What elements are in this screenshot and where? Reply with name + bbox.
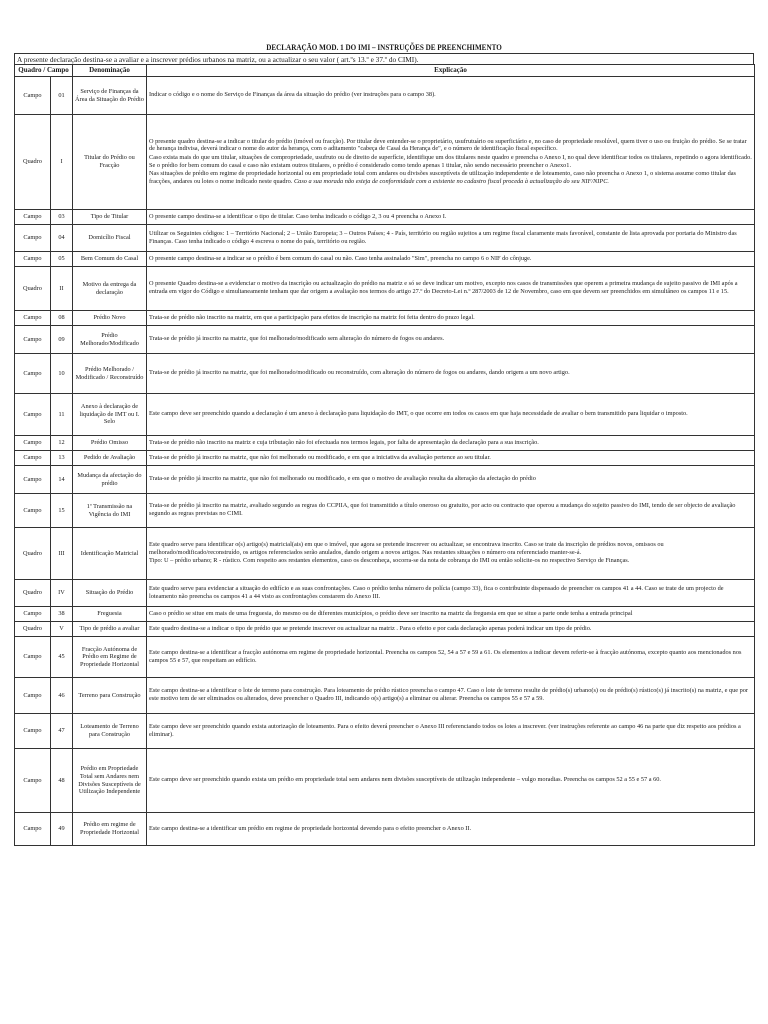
explanation-paragraph: Trata-se de prédio não inscrito na matriz, em que a participação para efeitos de inscrição na matriz foi feita dentro do prazo legal. [149,313,475,321]
row-number: 01 [51,77,73,115]
row-denomination: Prédio Melhorado/Modificado [73,326,147,354]
explanation-paragraph: Trata-se de prédio não inscrito na matriz e cuja tributação não foi efectuada nos termos legais, por falta de apresentação da declaração para a sua inscrição. [149,438,539,446]
row-explanation [147,466,755,494]
explanation-paragraph: Trata-se de prédio já inscrito na matriz, que foi melhorado/modificado sem alteração do número de fogos ou andares. [149,335,445,343]
row-denomination: Prédio em regime de Propriedade Horizontal [73,813,147,846]
row-type: Campo [15,637,51,678]
table-row [15,77,755,115]
explanation-paragraph: Este quadro serve para identificar o(s) artigo(s) matricial(ais) em que o imóvel, que agora se pretende inscrever ou actualizar, se encontrava inscrito. Caso se trate da inscrição de prédios novos, omissos ou melhorado/modificado/reconstruído, os artigos referenciados serão anulados, dando origem a novos artigos. Nas restantes situações o número ora referenciado manter-se-á. [149,541,664,556]
row-explanation [147,528,755,580]
row-type: Campo [15,678,51,714]
explanation-paragraph: Trata-se de prédio já inscrito na matriz, avaliado segundo as regras do CCPIIA, que foi transmitido a título oneroso ou gratuito, por acto ou contracto que operou a mudança do sujeito passivo do IMI, tendo de ser objecto de avaliação segundo as regras previstas no CIMI. [149,502,736,517]
row-denomination: Loteamento de Terreno para Construção [73,714,147,749]
header-denominacao: Denominação [73,65,147,77]
explanation-paragraph [149,170,752,185]
table-row [15,466,755,494]
row-type: Campo [15,225,51,252]
explanation-paragraph: Utilizar os Seguintes códigos: 1 – Território Nacional; 2 – União Europeia; 3 – Outros Países; 4 - País, território ou região sujeitos a um regime fiscal claramente mais favorável, constante de lista aprovada por portaria do Ministro das Finanças. Caso tenha indicado o código 4 escreva o nome do país, território ou região. [149,229,737,245]
row-type: Campo [15,77,51,115]
row-number: 14 [51,466,73,494]
row-denomination: Titular do Prédio ou Fracção [73,115,147,210]
table-row [15,394,755,436]
table-row [15,436,755,451]
row-explanation [147,637,755,678]
row-type: Campo [15,311,51,326]
row-denomination: Bem Comum do Casal [73,252,147,267]
row-number: 03 [51,210,73,225]
row-number: 38 [51,607,73,622]
table-row [15,115,755,210]
row-number: 12 [51,436,73,451]
row-explanation [147,252,755,267]
explanation-paragraph: Este campo destina-se a identificar o lote de terreno para construção. Para loteamento de prédio rústico preencha o campo 47. Caso o lote de terreno resulte de prédio(s) urbano(s) ou de prédio(s) rústico(s) já inscrito(s) na matriz, e que por este motivo tem de ser eliminados ou alterados, deve preencher o Quadro III, indicando o(s) artigo(s) a eliminar ou alterar. Preencha os campos 55 e 57 a 59. [149,687,749,702]
row-type: Campo [15,394,51,436]
row-number: 45 [51,637,73,678]
row-explanation [147,749,755,813]
row-denomination: Prédio Omisso [73,436,147,451]
row-type: Campo [15,607,51,622]
explanation-paragraph: Tipo: U – prédio urbano; R - rústico. Com respeito aos restantes elementos, caso os desconheça, socorra-se da nota de cobrança do IMI ou então solicite-os no respectivo Serviço de Finanças. [149,557,630,565]
row-explanation [147,714,755,749]
row-number: 08 [51,311,73,326]
explanation-paragraph: Este quadro destina-se a indicar o tipo de prédio que se pretende inscrever ou actualizar na matriz . Para o efeito e por cada declaração apenas poderá indicar um tipo de prédio. [149,624,592,632]
row-number: IV [51,580,73,607]
page-title: DECLARAÇÃO MOD. 1 DO IMI – INSTRUÇÕES DE PREENCHIMENTO [266,43,502,52]
row-denomination: Terreno para Construção [73,678,147,714]
row-type: Campo [15,494,51,528]
explanation-text: Nas situações de prédio em regime de propriedade horizontal ou em propriedade total com andares ou divisões susceptíveis de utilização independente e de loteamento, caso não preencha o Anexo 1, o sistema assume como titular das fracções, andares ou lotes o nome indicado neste quadro. [149,170,736,185]
row-explanation [147,678,755,714]
explanation-paragraph: Trata-se de prédio já inscrito na matriz, que foi melhorado/modificado ou reconstruído, com alteração do número de fogos ou andares, dando origem a um novo artigo. [149,369,570,377]
table-row [15,494,755,528]
row-denomination: Prédio Melhorado / Modificado / Reconstruído [73,354,147,394]
document-page [14,42,754,846]
row-number: 46 [51,678,73,714]
table-row [15,528,755,580]
row-type: Quadro [15,622,51,637]
row-type: Campo [15,354,51,394]
row-number: 49 [51,813,73,846]
row-denomination: Domicílio Fiscal [73,225,147,252]
table-row [15,354,755,394]
row-number: 13 [51,451,73,466]
table-row [15,678,755,714]
explanation-paragraph: Este campo deve ser preenchido quando exista autorização de loteamento. Para o efeito deverá preencher o Anexo III referenciando todos os lotes a inscrever. (ver instruções referente ao campo 46 na parte que diz respeito aos prédios a eliminar). [149,722,741,738]
row-denomination: Anexo à declaração de liquidação de IMT ou I. Selo [73,394,147,436]
row-explanation [147,311,755,326]
explanation-paragraph: Caso o prédio se situe em mais de uma freguesia, do mesmo ou de diferentes municípios, o prédio deve ser inscrito na matriz da freguesia em que se situe a parte onde tenha a entrada principal [149,609,633,617]
instructions-table [14,64,755,846]
row-number: 09 [51,326,73,354]
row-type: Campo [15,714,51,749]
row-denomination: Motivo da entrega da declaração [73,267,147,311]
row-type: Campo [15,210,51,225]
row-denomination: 1ª Transmissão na Vigência do IMI [73,494,147,528]
row-explanation [147,622,755,637]
row-explanation [147,607,755,622]
row-denomination: Prédio Novo [73,311,147,326]
explanation-paragraph: Caso exista mais do que um titular, situações de compropriedade, usufruto ou de direito de superfície, identifique um dos titulares neste quadro e preencha o Anexo I, no qual deve identificar todos os titulares, repetindo o agora identificado. Se o prédio for bem comum do casal e caso não existam outros titulares, o prédio é considerado como tendo apenas 1 titular, não sendo necessário preencher o Anexo1. [149,153,752,169]
row-denomination: Fracção Autónoma de Prédio em Regime de Propriedade Horizontal [73,637,147,678]
row-number: III [51,528,73,580]
row-explanation [147,436,755,451]
row-denomination: Identificação Matricial [73,528,147,580]
header-quadro-campo: Quadro / Campo [15,65,73,77]
table-row [15,637,755,678]
row-explanation [147,354,755,394]
row-type: Quadro [15,528,51,580]
row-denomination: Freguesia [73,607,147,622]
row-number: 15 [51,494,73,528]
table-row [15,311,755,326]
row-type: Campo [15,436,51,451]
row-type: Quadro [15,580,51,607]
row-denomination: Pedido de Avaliação [73,451,147,466]
table-row [15,451,755,466]
explanation-paragraph: Trata-se de prédio já inscrito na matriz, que não foi melhorado ou modificado, e em que o motivo de avaliação resulta da alteração da afectação do prédio [149,475,536,483]
row-type: Campo [15,451,51,466]
table-row [15,225,755,252]
row-number: 04 [51,225,73,252]
table-row [15,326,755,354]
row-denomination: Tipo de Titular [73,210,147,225]
row-type: Campo [15,749,51,813]
row-type: Quadro [15,267,51,311]
row-type: Campo [15,466,51,494]
explanation-paragraph: O presente Quadro destina-se a evidenciar o motivo da inscrição ou actualização do prédio na matriz e só se deve indicar um motivo, excepto nos casos de transmissões que operem a primeira mudança de sujeito passivo de IMI após a entrada em vigor do Código e simultaneamente tenham que dar origem a avaliação nos termos do artigo 27.º do Decreto-Lei n.º 287/2003 de 12 de Novembro, caso em que devem ser preenchidos em simultâneo os campos 11 e 15. [149,280,738,295]
row-number: 10 [51,354,73,394]
table-row [15,252,755,267]
explanation-paragraph: Trata-se de prédio já inscrito na matriz, que não foi melhorado ou modificado, e em que a iniciativa da avaliação pertence ao seu titular. [149,453,491,461]
row-number: I [51,115,73,210]
explanation-paragraph: Este campo destina-se a identificar um prédio em regime de propriedade horizontal devendo para o efeito preencher o Anexo II. [149,824,472,832]
table-header-row [15,65,755,77]
row-explanation [147,326,755,354]
explanation-paragraph: Este campo deve ser preenchido quando a declaração é um anexo à declaração para liquidação do IMT, o que ocorre em todos os casos em que haja necessidade de avaliar o bem transmitido para liquidar o imposto. [149,410,688,418]
table-row [15,813,755,846]
explanation-paragraph: O presente quadro destina-se a indicar o titular do prédio (imóvel ou fracção). Por titular deve entender-se o proprietário, usufrutuário ou superficiário e, no caso de propriedade resolúvel, quem tiver o uso ou fruição do prédio. Se se tratar de herança indivisa, deverá indicar o nome do autor da herança, com o aditamento "cabeça de Casal da Herança de", e o número de identificação fiscal específico. [149,137,747,153]
row-type: Campo [15,252,51,267]
explanation-note: Caso a sua morada não esteja de conformidade com a existente no cadastro fiscal proceda à actualização do seu NIF/NIPC. [293,177,610,185]
explanation-paragraph: Este quadro serve para evidenciar a situação do edifício e as suas confrontações. Caso o prédio tenha número de polícia (campo 33), fica o contribuinte dispensado de preencher os campos 41 a 44. Caso se trate de um projecto de loteamento não preencha os campos 41 a 44 visto as confrontações constarem do Anexo III. [149,584,724,600]
row-number: 47 [51,714,73,749]
table-row [15,622,755,637]
intro-text: A presente declaração destina-se a avaliar e a inscrever prédios urbanos na matriz, ou a actualizar o seu valor ( art.ºs 13.º e 37.º do CIMI). [14,53,754,64]
row-denomination: Serviço de Finanças da Área da Situação do Prédio [73,77,147,115]
row-denomination: Tipo de prédio a avaliar [73,622,147,637]
row-explanation [147,210,755,225]
row-denomination: Situação do Prédio [73,580,147,607]
table-row [15,749,755,813]
row-number: 48 [51,749,73,813]
row-type: Campo [15,326,51,354]
row-type: Campo [15,813,51,846]
row-denomination: Prédio em Propriedade Total sem Andares nem Divisões Susceptíveis de Utilização Independente [73,749,147,813]
explanation-paragraph: Indicar o código e o nome do Serviço de Finanças da área da situação do prédio (ver instruções para o campo 38). [149,91,436,99]
row-explanation [147,580,755,607]
row-denomination: Mudança da afectação do prédio [73,466,147,494]
table-row [15,267,755,311]
explanation-paragraph: O presente campo destina-se a indicar se o prédio é bem comum do casal ou não. Caso tenha assinalado "Sim", preencha no campo 6 o NIF do cônjuge. [149,254,532,262]
row-explanation [147,394,755,436]
row-number: II [51,267,73,311]
row-explanation [147,813,755,846]
explanation-paragraph: O presente campo destina-se a identificar o tipo de titular. Caso tenha indicado o código 2, 3 ou 4 preencha o Anexo I. [149,212,447,220]
header-explicacao: Explicação [147,65,755,77]
row-explanation [147,494,755,528]
row-explanation [147,115,755,210]
row-number: V [51,622,73,637]
row-explanation [147,451,755,466]
table-row [15,580,755,607]
row-explanation [147,225,755,252]
row-type: Quadro [15,115,51,210]
row-number: 11 [51,394,73,436]
row-number: 05 [51,252,73,267]
explanation-paragraph: Este campo deve ser preenchido quando exista um prédio em propriedade total sem andares nem divisões susceptíveis de utilização independente – vulgo moradias. Preencha os campos 52 a 55 e 57 a 60. [149,776,661,784]
table-row [15,714,755,749]
row-explanation [147,77,755,115]
table-row [15,607,755,622]
table-row [15,210,755,225]
explanation-paragraph: Este campo destina-se a identificar a fracção autónoma em regime de propriedade horizontal. Preencha os campos 52, 54 a 57 e 59 a 61. Os elementos a indicar devem referir-se à fracção autónoma, excepto quanto aos mencionados nos campos 55 e 57, que respeitam ao edifício. [149,648,742,664]
row-explanation [147,267,755,311]
